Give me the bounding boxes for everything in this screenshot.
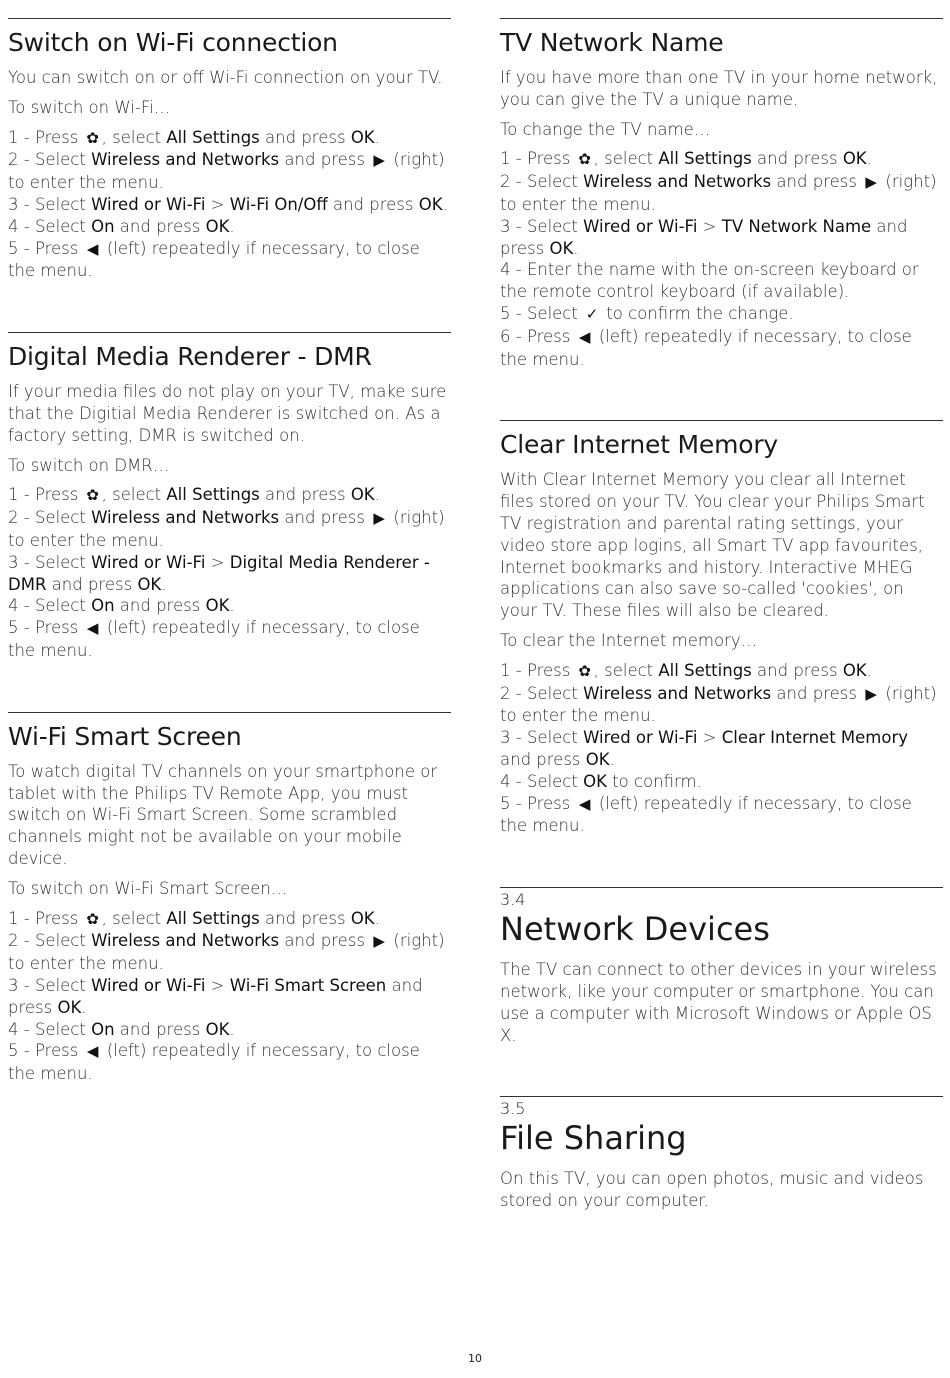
left-arrow-icon: ◀ (86, 239, 99, 258)
section-file-sharing (500, 1096, 943, 1212)
section-network-devices (500, 887, 943, 1046)
step-1: 1 - Press ✿ , select All Settings and press OK. (8, 127, 451, 150)
intro-text: You can switch on or off Wi-Fi connection on your TV. (8, 68, 443, 87)
gear-icon: ✿ (578, 150, 591, 169)
intro-text: With Clear Internet Memory you clear all Internet files stored on your TV. You clear your Philips Smart TV registration and parental rating settings, your video store app logins, all Smart TV app favourites, Internet bookmarks and history. Interactive MHEG applications can also save so-called 'cookies', on your TV. These files will also be cleared. (500, 470, 925, 621)
step-2: 2 - Select Wireless and Networks and press ▶ (right) to enter the menu. (8, 931, 445, 974)
step-1: 1 - Press ✿ , select All Settings and press OK. (500, 660, 943, 683)
steps-list (500, 660, 943, 837)
left-arrow-icon: ◀ (86, 1042, 99, 1061)
body-text: On this TV, you can open photos, music and videos stored on your computer. (500, 1169, 924, 1211)
section-title: Wi-Fi Smart Screen (8, 721, 242, 751)
section-tv-network-name (500, 18, 943, 370)
right-arrow-icon: ▶ (373, 509, 385, 528)
step-3: 3 - Select Wired or Wi-Fi > Clear Internet Memory and press OK. (500, 728, 909, 769)
left-arrow-icon: ◀ (578, 794, 591, 813)
step-3: 3 - Select Wired or Wi-Fi > Wi-Fi On/Off and press OK. (8, 194, 448, 214)
gear-icon: ✿ (86, 486, 99, 505)
checkmark-icon: ✓ (585, 304, 599, 323)
steps-list (8, 908, 451, 1085)
step-1: 1 - Press ✿ , select All Settings and press OK. (8, 484, 451, 507)
gear-icon: ✿ (86, 128, 99, 147)
intro-text: To watch digital TV channels on your smartphone or tablet with the Philips TV Remote App, you must switch on Wi-Fi Smart Screen. Some scrambled channels might not be available on your mobile device. (8, 761, 438, 868)
chapter-title: Network Devices (500, 910, 770, 949)
steps-list (8, 484, 451, 661)
lead-text: To switch on Wi-Fi Smart Screen… (8, 878, 288, 898)
chapter-title: File Sharing (500, 1119, 687, 1158)
section-title: TV Network Name (500, 28, 724, 57)
lead-text: To clear the Internet memory… (500, 630, 758, 650)
step-1: 1 - Press ✿ , select All Settings and press OK. (8, 908, 451, 931)
page-number: 10 (468, 1352, 482, 1365)
step-6: 6 - Press ◀ (left) repeatedly if necessary, to close the menu. (500, 326, 912, 369)
step-3: 3 - Select Wired or Wi-Fi > Digital Media Renderer - DMR and press OK. (8, 552, 430, 594)
right-arrow-icon: ▶ (373, 932, 385, 951)
lead-text: To switch on Wi-Fi… (8, 97, 171, 117)
step-1: 1 - Press ✿ , select All Settings and press OK. (500, 148, 943, 171)
gear-icon: ✿ (578, 661, 591, 680)
steps-list (500, 148, 943, 370)
gear-icon: ✿ (86, 909, 99, 928)
section-wifi-connection (8, 18, 451, 282)
section-title: Switch on Wi-Fi connection (8, 28, 338, 57)
right-arrow-icon: ▶ (865, 173, 877, 192)
step-5: 5 - Press ◀ (left) repeatedly if necessary, to close the menu. (500, 793, 912, 836)
step-4: 4 - Select OK to confirm. (500, 771, 702, 791)
left-arrow-icon: ◀ (578, 327, 591, 346)
intro-text: If you have more than one TV in your home network, you can give the TV a unique name. (500, 68, 938, 109)
step-5: 5 - Select ✓ to confirm the change. (500, 303, 943, 326)
section-number: 3.5 (500, 1099, 526, 1119)
section-wifi-smart-screen (8, 712, 451, 1085)
section-number: 3.4 (500, 890, 526, 910)
step-2: 2 - Select Wireless and Networks and press ▶ (right) to enter the menu. (8, 508, 445, 550)
body-text: The TV can connect to other devices in your wireless network, like your computer or smartphone. You can use a computer with Microsoft Windows or Apple OS X. (500, 960, 937, 1045)
lead-text: To change the TV name… (500, 119, 711, 139)
section-title: Digital Media Renderer - DMR (8, 342, 372, 372)
step-3: 3 - Select Wired or Wi-Fi > Wi-Fi Smart Screen and press OK. (8, 975, 423, 1017)
section-title: Clear Internet Memory (500, 430, 779, 460)
step-4: 4 - Enter the name with the on-screen keyboard or the remote control keyboard (if available). (500, 260, 919, 302)
left-column (8, 18, 451, 1085)
section-dmr (8, 332, 451, 662)
right-arrow-icon: ▶ (373, 151, 385, 170)
intro-text: If your media files do not play on your TV, make sure that the Digitial Media Renderer is switched on. As a factory setting, DMR is switched on. (8, 382, 447, 445)
step-3: 3 - Select Wired or Wi-Fi > TV Network Name and press OK. (500, 216, 908, 258)
right-column (500, 18, 943, 1220)
left-arrow-icon: ◀ (86, 619, 99, 638)
step-2: 2 - Select Wireless and Networks and press ▶ (right) to enter the menu. (500, 683, 937, 726)
step-4: 4 - Select On and press OK. (8, 596, 235, 616)
step-2: 2 - Select Wireless and Networks and press ▶ (right) to enter the menu. (8, 150, 445, 193)
step-5: 5 - Press ◀ (left) repeatedly if necessary, to close the menu. (8, 238, 420, 281)
step-5: 5 - Press ◀ (left) repeatedly if necessary, to close the menu. (8, 618, 420, 660)
step-4: 4 - Select On and press OK. (8, 216, 235, 236)
right-arrow-icon: ▶ (865, 684, 877, 703)
step-5: 5 - Press ◀ (left) repeatedly if necessary, to close the menu. (8, 1041, 420, 1084)
steps-list (8, 127, 451, 283)
step-2: 2 - Select Wireless and Networks and press ▶ (right) to enter the menu. (500, 172, 937, 214)
section-clear-internet-memory (500, 420, 943, 837)
lead-text: To switch on DMR… (8, 455, 170, 475)
step-4: 4 - Select On and press OK. (8, 1019, 235, 1039)
